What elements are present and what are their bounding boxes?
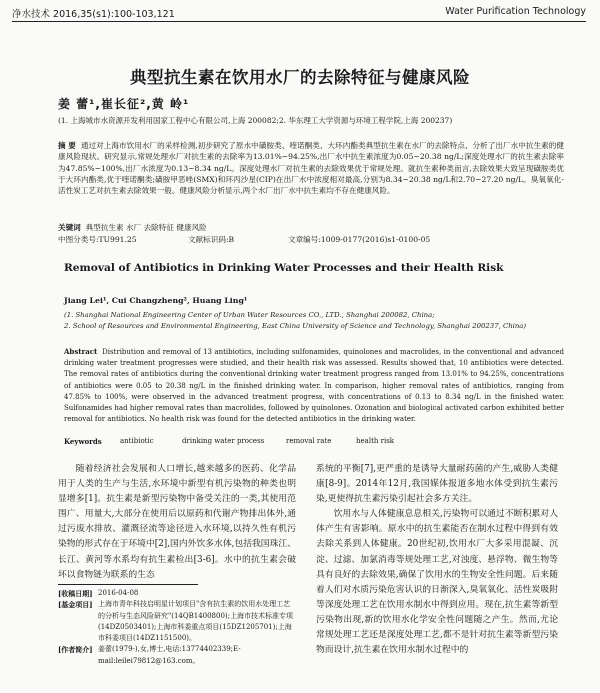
authors-en: Jiang Lei¹, Cui Changzheng², Huang Ling¹ [64, 296, 248, 305]
keywords-cn-label: 关键词 [58, 223, 81, 232]
keyword-en: removal rate [286, 437, 332, 445]
clc-number: 中图分类号:TU991.25 [58, 235, 137, 244]
running-header [12, 6, 586, 20]
journal-name-en: Water Purification Technology [445, 6, 586, 17]
footnote-label: [基金项目] [58, 600, 93, 610]
footnote-received [58, 588, 296, 599]
body-paragraph: 系统的平衡[7],更严重的是诱导大量耐药菌的产生,威胁人类健康[8-9]。2014年12月,我国媒体报道多地水体受到抗生素污染,更使得抗生素污染引起社会多方关注。 [316, 464, 558, 505]
document-code: 文献标识码:B [188, 235, 235, 244]
footnote-label: [收稿日期] [58, 589, 93, 598]
body-column-right [316, 462, 558, 658]
affiliation-cn: (1. 上海城市水资源开发利用国家工程中心有限公司,上海 200082;2. 华东理工大学资源与环境工程学院,上海 200237) [58, 116, 453, 125]
footnote-text: 姜蕾(1979-),女,博士,电话:13774402339;E-mail:leilei79812@163.com。 [98, 645, 241, 665]
footnote-text: 2016-04-08 [98, 589, 139, 597]
abstract-en-label: Abstract [64, 347, 98, 356]
keywords-cn [58, 222, 564, 233]
keyword-en: drinking water process [182, 437, 265, 445]
footnote-funding [58, 599, 296, 644]
affiliation-en-2: 2. School of Resources and Environmental Engineering, East China University of Science and Technology, Shanghai 200237, China) [64, 322, 527, 330]
abstract-en-text: Distribution and removal of 13 antibiotics, including sulfonamides, quinolones and macrolides, in the conventional and advanced drinking water treatment progresses were studied, and their health risk was assessed. Results showed that, 10 antibiotics were detected. The removal rates of antibiotics during the conventional drinking water treatment progress ranged from 13.01% to 94.25%, concentrations of antibiotics were 0.05 to 20.38 ng/L in the finished drinking water. In comparison, higher removal rates of antibiotics, ranging from 47.85% to 100%, were observed in the advanced treatment progress, with concentrations of 0.13 to 8.34 ng/L in the finished water. Sulfonamides had higher removal rates than macrolides, followed by quinolones. Ozonation and biological activated carbon exhibited better removal for antibiotics. No health risk was found for the detected antibiotics in the drinking water. [64, 348, 565, 424]
journal-citation: 净水技术 2016,35(s1):100-103,121 [12, 9, 175, 20]
title-en: Removal of Antibiotics in Drinking Water Processes and their Health Risk [64, 262, 504, 274]
abstract-en [64, 346, 564, 425]
body-paragraph: 饮用水与人体健康息息相关,污染物可以通过不断积累对人体产生有害影响。原水中的抗生素能否在制水过程中得到有效去除关系到人体健康。20世纪初,饮用水厂大多采用混凝、沉淀、过滤、加氯消毒等规处理工艺,对浊度、悬浮物、微生物等具有良好的去除效果,确保了饮用水的生物安全性问题。后来随着人们对水质污染危害认识的日渐深入,臭氧氧化、活性炭吸附等深度处理工艺在饮用水制水中得到应用。现在,抗生素等新型污染物出现,新的饮用水化学安全性问题随之产生。然而,尤论常规处理工艺还是深度处理工艺,都不是针对抗生素等新型污染物而设计,抗生素在饮用水制水过程中的 [316, 509, 558, 656]
keyword-en: health risk [356, 437, 395, 445]
footnote-author [58, 644, 296, 667]
footnote-text: 上海市青年科技启明星计划项目"含有抗生素的饮用水处理工艺的分析与生态风险研究"(14QB1400800);上海市技术标准专项(14DZ0503401);上海市科委重点项目(15DZ1205701);上海市科委项目(14DZ1151500)。 [98, 600, 294, 643]
keywords-cn-text: 典型抗生素 水厂 去除特征 健康风险 [85, 223, 207, 232]
keyword-en: antibiotic [120, 437, 154, 445]
footnote-rule [58, 584, 198, 585]
authors-cn: 姜 蕾¹,崔长征²,黄 岭¹ [58, 97, 190, 111]
abstract-cn-text: 通过对上海市饮用水厂的采样检测,初步研究了原水中磺胺类、喹诺酮类、大环内酯类典型抗生素在水厂的去除特点、分析了出厂水中抗生素的健康风险现状。研究显示,常规处理水厂对抗生素的去除率为13.01%~94.25%,出厂水中抗生素浓度为0.05~20.38 ng/L;深度处理水厂的抗生素去除率为47.85%~100%,出厂水浓度为0.13~8.34 ng/L。深度处理水厂对抗生素的去除效果优于常规处理。就抗生素种类而言,去除效果大致呈现磺胺类优于大环内酯类,优于喹诺酮类;磺胺甲恶唑(SMX)和环丙沙星(CIP)在出厂水中浓度相对最高,分别为8.34~20.38 ng/L和2.70~27.20 ng/L。臭氧氧化-活性炭工艺对抗生素去除效果一般。健康风险分析显示,两个水厂出厂水中抗生素均不存在健康风险。 [58, 141, 565, 196]
abstract-cn-label: 摘 要 [58, 141, 76, 150]
affiliation-en-1: (1. Shanghai National Engineering Center of Urban Water Resources CO., LTD., Shanghai 200082, China; [64, 311, 435, 319]
abstract-cn [58, 140, 564, 196]
keywords-en-label: Keywords [64, 437, 102, 446]
footnote-label: [作者简介] [58, 645, 93, 655]
footnotes [58, 588, 296, 667]
header-rule [12, 21, 586, 22]
body-column-left: 随着经济社会发展和人口增长,越来越多的医药、化学品用于人类的生产与生活,水环境中新型有机污染物的种类也明显增多[1]。抗生素是新型污染物中备受关注的一类,其使用范围广、用量大,大部分在使用后以原药和代谢产物排出体外,通过污废水排放、灌溉径流等途径进入水环境,以持久性有机污染物的形式存在于环境中[2],国内外饮多水体,包括我国珠江、长江、黄河等水系均有抗生素检出[3-6]。水中的抗生素会破坏以食物链为联系的生态 [58, 464, 296, 580]
title-cn: 典型抗生素在饮用水厂的去除特征与健康风险 [130, 68, 470, 87]
article-number: 文章编号:1009-0177(2016)s1-0100-05 [288, 235, 431, 244]
